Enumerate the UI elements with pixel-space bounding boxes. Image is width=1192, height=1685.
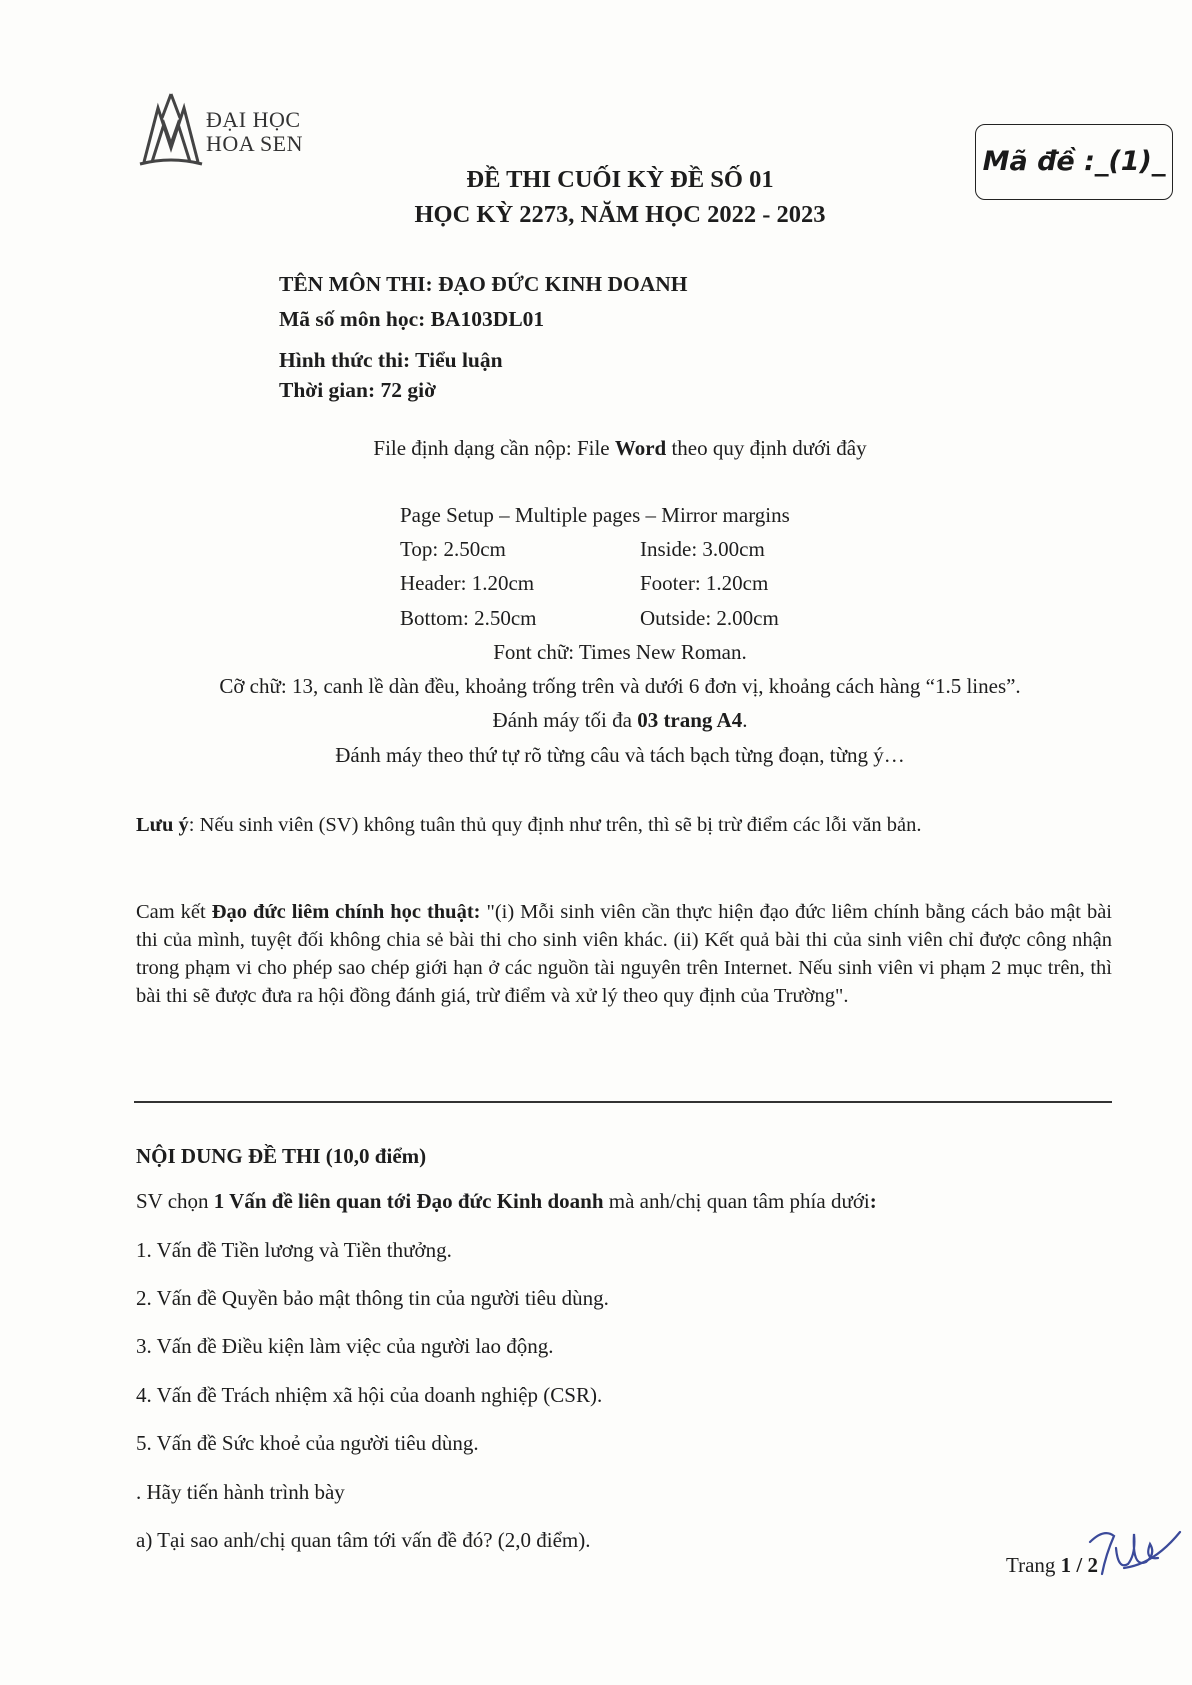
note-label: Lưu ý xyxy=(136,814,189,836)
exam-term: HỌC KỲ 2273, NĂM HỌC 2022 - 2023 xyxy=(414,201,826,228)
margin-row-2 xyxy=(400,571,880,596)
content-heading: NỘI DUNG ĐỀ THI (10,0 điểm) xyxy=(136,1144,427,1168)
lotus-logo-icon xyxy=(138,88,204,168)
content-intro: SV chọn 1 Vấn đề liên quan tới Đạo đức Kinh doanh mà anh/chị quan tâm phía dưới: xyxy=(136,1189,877,1213)
logo-line-1: ĐẠI HỌC xyxy=(206,107,301,132)
exam-format: Hình thức thi: Tiểu luận xyxy=(279,348,503,372)
subject-code: Mã số môn học: BA103DL01 xyxy=(279,307,545,331)
initials-signature-icon xyxy=(1084,1524,1184,1582)
exam-code-box: Mã đề :_(1)_ xyxy=(975,124,1173,200)
submission-file-type: Word xyxy=(614,436,667,460)
margin-outside: Outside: 2.00cm xyxy=(640,606,779,630)
margin-footer: Footer: 1.20cm xyxy=(640,571,769,595)
question-a: a) Tại sao anh/chị quan tâm tới vấn đề đó? (2,0 điểm). xyxy=(136,1528,591,1552)
exam-duration: Thời gian: 72 giờ xyxy=(279,378,437,402)
margin-row-1 xyxy=(400,537,880,562)
exam-title: ĐỀ THI CUỐI KỲ ĐỀ SỐ 01 xyxy=(466,166,774,193)
instruction: . Hãy tiến hành trình bày xyxy=(136,1480,345,1504)
integrity-label: Đạo đức liêm chính học thuật: xyxy=(211,901,481,923)
university-logo xyxy=(138,88,318,168)
page-number: Trang 1 / 2 xyxy=(1006,1553,1098,1577)
margin-header: Header: 1.20cm xyxy=(400,571,535,595)
margin-top: Top: 2.50cm xyxy=(400,537,506,561)
section-divider xyxy=(134,1101,1112,1103)
typing-order: Đánh máy theo thứ tự rõ từng câu và tách bạch từng đoạn, từng ý… xyxy=(335,743,905,767)
font-requirement: Font chữ: Times New Roman. xyxy=(493,640,747,664)
page-limit: Đánh máy tối đa 03 trang A4. xyxy=(492,708,748,732)
margin-inside: Inside: 3.00cm xyxy=(640,537,765,561)
logo-line-2: HOA SEN xyxy=(206,131,304,156)
list-item: 3. Vấn đề Điều kiện làm việc của người lao động. xyxy=(136,1334,554,1358)
margin-row-3 xyxy=(400,606,880,631)
size-requirement: Cỡ chữ: 13, canh lề dàn đều, khoảng trống trên và dưới 6 đơn vị, khoảng cách hàng “1.5 lines”. xyxy=(219,674,1021,698)
list-item: 5. Vấn đề Sức khoẻ của người tiêu dùng. xyxy=(136,1431,479,1455)
subject-name: TÊN MÔN THI: ĐẠO ĐỨC KINH DOANH xyxy=(279,272,688,296)
margin-bottom: Bottom: 2.50cm xyxy=(400,606,537,630)
list-item: 1. Vấn đề Tiền lương và Tiền thưởng. xyxy=(136,1238,452,1262)
integrity-paragraph: Cam kết Đạo đức liêm chính học thuật: "(i) Mỗi sinh viên cần thực hiện đạo đức liêm chính bằng cách bảo mật bài thi của mình, tuyệt đối không chia sẻ bài thi cho sinh viên khác. (ii) Kết quả bài thi của sinh viên chỉ được công nhận trong phạm vi cho phép sao chép giới hạn ở các nguồn tài nguyên trên Internet. Nếu sinh viên vi phạm 2 mục trên, thì bài thi sẽ được đưa ra hội đồng đánh giá, trừ điểm và xử lý theo quy định của Trường". xyxy=(136,901,1113,1007)
logo-text xyxy=(206,108,303,156)
list-item: 2. Vấn đề Quyền bảo mật thông tin của người tiêu dùng. xyxy=(136,1286,609,1310)
submission-format: File định dạng cần nộp: File Word theo quy định dưới đây xyxy=(373,436,867,460)
page-setup-heading: Page Setup – Multiple pages – Mirror margins xyxy=(400,503,790,527)
list-item: 4. Vấn đề Trách nhiệm xã hội của doanh nghiệp (CSR). xyxy=(136,1383,603,1407)
note-paragraph: Lưu ý: Nếu sinh viên (SV) không tuân thủ quy định như trên, thì sẽ bị trừ điểm các lỗi văn bản. xyxy=(136,814,922,836)
